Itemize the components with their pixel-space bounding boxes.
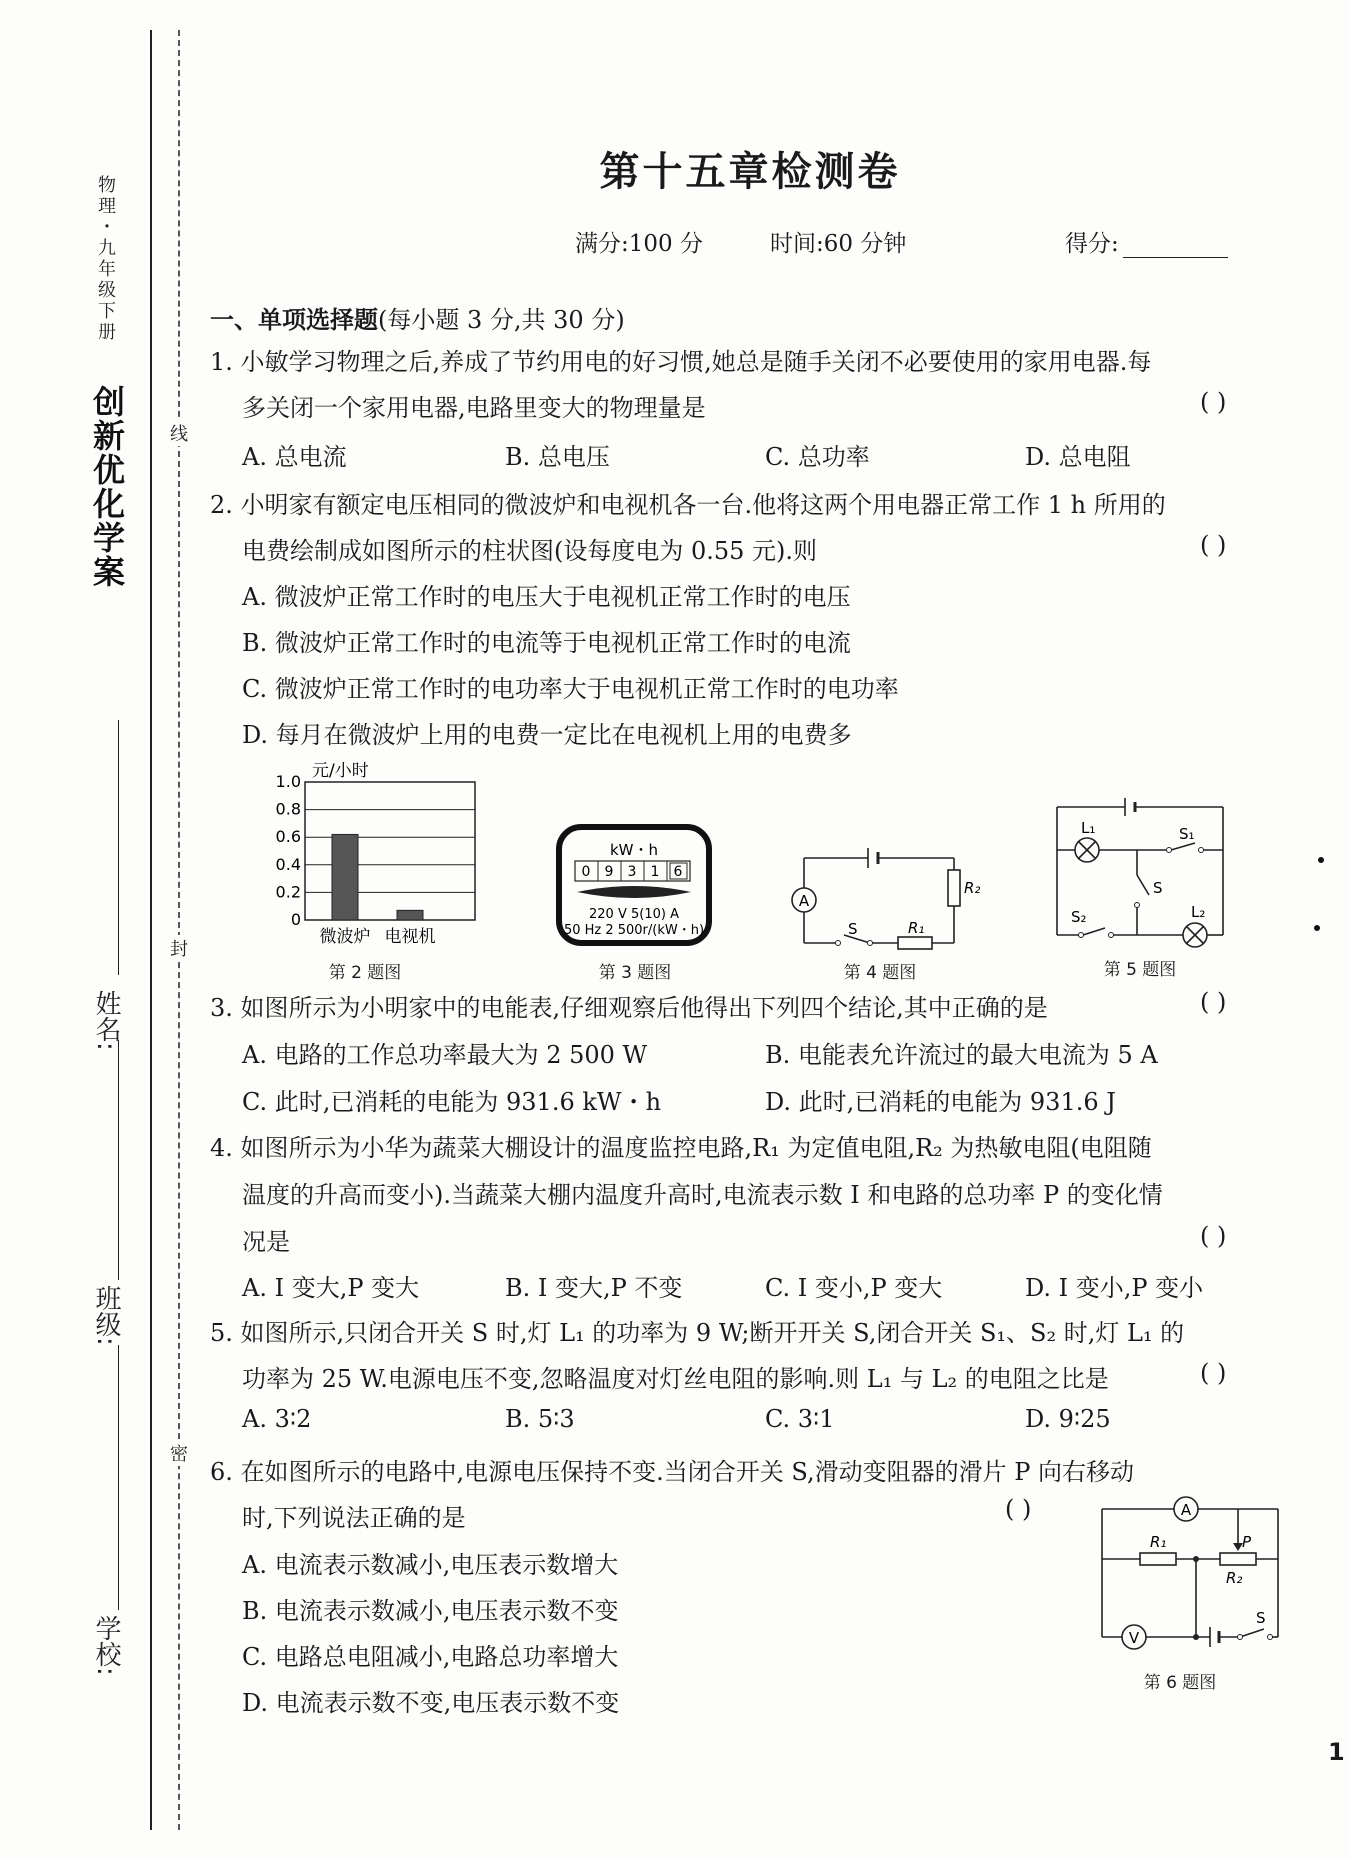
q1-option-a: A. 总电流 bbox=[242, 443, 347, 471]
fig3-caption: 第 3 题图 bbox=[598, 963, 672, 983]
q4-option-d: D. I 变小,P 变小 bbox=[1025, 1274, 1204, 1302]
chart-ytick-label: 1.0 bbox=[275, 772, 301, 791]
section-title: 一、单项选择题 bbox=[210, 306, 378, 334]
meter-digit-5: 6 bbox=[673, 864, 683, 880]
chart-categories bbox=[320, 927, 436, 947]
fig3-energy-meter bbox=[555, 823, 715, 947]
q5-line1: 5. 如图所示,只闭合开关 S 时,灯 L₁ 的功率为 9 W;断开开关 S,闭合开关 S₁、S₂ 时,灯 L₁ 的 bbox=[210, 1319, 1185, 1347]
q6-option-a: A. 电流表示数减小,电压表示数增大 bbox=[242, 1551, 619, 1579]
fig2-bar-chart bbox=[260, 760, 500, 950]
switch-s1 bbox=[1171, 843, 1195, 850]
q3-option-a: A. 电路的工作总功率最大为 2 500 W bbox=[242, 1041, 648, 1069]
chart-bar-1 bbox=[332, 834, 358, 920]
l2-label: L₂ bbox=[1191, 903, 1206, 921]
q4-line1: 4. 如图所示为小华为蔬菜大棚设计的温度监控电路,R₁ 为定值电阻,R₂ 为热敏电阻(电阻随 bbox=[210, 1134, 1152, 1162]
meter-digit-4: 1 bbox=[650, 864, 660, 880]
q5-answer-bracket[interactable]: ( ) bbox=[1200, 1359, 1227, 1387]
cut-mark-line: 线 bbox=[164, 420, 190, 446]
full-score: 满分:100 分 bbox=[575, 231, 703, 257]
chart-ytick-label: 0 bbox=[290, 910, 301, 929]
q1-line2: 多关闭一个家用电器,电路里变大的物理量是 bbox=[242, 394, 706, 422]
q2-option-a: A. 微波炉正常工作时的电压大于电视机正常工作时的电压 bbox=[242, 583, 851, 611]
ammeter-label: A bbox=[798, 892, 810, 910]
q1-option-b: B. 总电压 bbox=[505, 443, 610, 471]
cut-line bbox=[178, 30, 180, 1830]
fig6-circuit bbox=[1092, 1495, 1288, 1655]
chart-gridlines bbox=[305, 810, 475, 893]
s2-label: S₂ bbox=[1071, 908, 1087, 926]
chart-bars bbox=[332, 834, 423, 920]
q5-option-a: A. 3∶2 bbox=[242, 1405, 312, 1433]
book-subtitle: 物理・九年级下册 bbox=[95, 175, 116, 343]
q1-line1: 1. 小敏学习物理之后,养成了节约用电的好习惯,她总是随手关闭不必要使用的家用电器.每 bbox=[210, 348, 1152, 376]
switch-s bbox=[1240, 1629, 1264, 1637]
q6-line2: 时,下列说法正确的是 bbox=[242, 1504, 466, 1532]
meter-rating-2: 50 Hz 2 500r/(kW・h) bbox=[563, 923, 705, 938]
name-label: 姓名: bbox=[91, 990, 121, 1051]
q4-option-b: B. I 变大,P 不变 bbox=[505, 1274, 683, 1302]
s-label: S bbox=[1256, 1609, 1266, 1627]
q6-answer-bracket[interactable]: ( ) bbox=[1005, 1495, 1032, 1523]
q1-option-d: D. 总电阻 bbox=[1025, 443, 1131, 471]
resistor-r2 bbox=[948, 870, 960, 906]
page-title: 第十五章检测卷 bbox=[599, 148, 901, 195]
fig5-caption: 第 5 题图 bbox=[1103, 960, 1177, 980]
q6-line1: 6. 在如图所示的电路中,电源电压保持不变.当闭合开关 S,滑动变阻器的滑片 P 向右移动 bbox=[210, 1458, 1135, 1486]
meter-digit-2: 9 bbox=[604, 864, 614, 880]
chart-ylabel: 元/小时 bbox=[312, 761, 369, 781]
q4-line2: 温度的升高而变小).当蔬菜大棚内温度升高时,电流表示数 I 和电路的总功率 P 的变化情 bbox=[242, 1181, 1163, 1209]
q3-line1: 3. 如图所示为小明家中的电能表,仔细观察后他得出下列四个结论,其中正确的是 bbox=[210, 994, 1048, 1022]
q2-line2: 电费绘制成如图所示的柱状图(设每度电为 0.55 元).则 bbox=[242, 537, 818, 565]
q4-answer-bracket[interactable]: ( ) bbox=[1200, 1222, 1227, 1250]
margin-dot bbox=[1318, 857, 1324, 863]
meter-digits bbox=[575, 861, 690, 881]
section-note: (每小题 3 分,共 30 分) bbox=[378, 306, 625, 334]
q3-answer-bracket[interactable]: ( ) bbox=[1200, 988, 1227, 1016]
cut-mark-seal: 封 bbox=[164, 935, 190, 961]
meter-unit: kW・h bbox=[609, 841, 659, 859]
book-title: 创新优化学案 bbox=[88, 385, 126, 589]
rheostat-r2 bbox=[1220, 1553, 1256, 1565]
fig4-circuit bbox=[780, 840, 980, 955]
q5-option-d: D. 9∶25 bbox=[1025, 1405, 1111, 1433]
ammeter-label: A bbox=[1180, 1501, 1192, 1519]
switch-s2 bbox=[1083, 928, 1105, 935]
resistor-r1 bbox=[898, 937, 932, 949]
q2-option-d: D. 每月在微波炉上用的电费一定比在电视机上用的电费多 bbox=[242, 721, 852, 749]
school-label: 学校: bbox=[91, 1615, 121, 1676]
switch-s bbox=[1137, 875, 1149, 895]
class-label: 班级: bbox=[91, 1285, 121, 1346]
q3-option-b: B. 电能表允许流过的最大电流为 5 A bbox=[765, 1041, 1158, 1069]
cut-mark-secret: 密 bbox=[164, 1440, 190, 1466]
fig6-caption: 第 6 题图 bbox=[1143, 1673, 1217, 1693]
q2-answer-bracket[interactable]: ( ) bbox=[1200, 531, 1227, 559]
chart-bar-2 bbox=[397, 910, 423, 920]
r1-label: R₁ bbox=[1150, 1533, 1167, 1551]
fig5-circuit bbox=[1045, 795, 1235, 955]
s-label: S bbox=[1153, 879, 1163, 897]
meter-disc bbox=[577, 886, 691, 898]
chart-yticks bbox=[276, 772, 301, 929]
q2-line1: 2. 小明家有额定电压相同的微波炉和电视机各一台.他将这两个用电器正常工作 1 h 所用的 bbox=[210, 491, 1166, 519]
score-input-line[interactable] bbox=[1123, 233, 1228, 258]
l1-label: L₁ bbox=[1081, 819, 1096, 837]
q3-option-c: C. 此时,已消耗的电能为 931.6 kW・h bbox=[242, 1088, 662, 1116]
chart-ytick-label: 0.4 bbox=[275, 854, 301, 874]
r2-label: R₂ bbox=[1226, 1569, 1243, 1587]
q6-option-d: D. 电流表示数不变,电压表示数不变 bbox=[242, 1689, 620, 1717]
q4-option-c: C. I 变小,P 变大 bbox=[765, 1274, 943, 1302]
r1-label: R₁ bbox=[908, 919, 925, 937]
class-field-line[interactable] bbox=[118, 1040, 119, 1280]
q5-option-b: B. 5∶3 bbox=[505, 1405, 575, 1433]
resistor-r1 bbox=[1140, 1553, 1176, 1565]
binding-line bbox=[150, 30, 152, 1830]
q6-option-b: B. 电流表示数减小,电压表示数不变 bbox=[242, 1597, 619, 1625]
fig4-caption: 第 4 题图 bbox=[843, 963, 917, 983]
chart-category-label: 微波炉 bbox=[319, 927, 371, 947]
q2-option-c: C. 微波炉正常工作时的电功率大于电视机正常工作时的电功率 bbox=[242, 675, 899, 703]
section-heading bbox=[210, 300, 625, 335]
meter-rating-1: 220 V 5(10) A bbox=[589, 907, 679, 922]
q5-line2: 功率为 25 W.电源电压不变,忽略温度对灯丝电阻的影响.则 L₁ 与 L₂ 的电阻之比是 bbox=[242, 1365, 1109, 1393]
switch-label: S bbox=[848, 920, 858, 938]
q1-answer-bracket[interactable]: ( ) bbox=[1200, 388, 1227, 416]
chart-ytick-label: 0.8 bbox=[275, 799, 301, 819]
p-label: P bbox=[1242, 1533, 1252, 1551]
school-field-line[interactable] bbox=[118, 1345, 119, 1610]
voltmeter-label: V bbox=[1128, 1629, 1140, 1647]
q5-option-c: C. 3∶1 bbox=[765, 1405, 835, 1433]
page-number: 1 bbox=[1328, 1738, 1345, 1766]
s1-label: S₁ bbox=[1179, 825, 1195, 843]
chart-ytick-label: 0.2 bbox=[275, 882, 301, 902]
chart-ytick-label: 0.6 bbox=[275, 827, 301, 847]
binding-sidebar bbox=[0, 0, 190, 1859]
r2-label: R₂ bbox=[964, 879, 980, 897]
q4-line3: 况是 bbox=[242, 1228, 290, 1256]
exam-time: 时间:60 分钟 bbox=[770, 231, 907, 257]
name-field-line[interactable] bbox=[118, 720, 119, 975]
meter-digit-1: 0 bbox=[581, 864, 591, 880]
chart-frame bbox=[305, 782, 475, 920]
q1-option-c: C. 总功率 bbox=[765, 443, 870, 471]
fig2-caption: 第 2 题图 bbox=[328, 963, 402, 983]
meter-digit-3: 3 bbox=[627, 864, 637, 880]
margin-dot bbox=[1314, 925, 1320, 931]
score-label: 得分: bbox=[1065, 231, 1119, 257]
q6-option-c: C. 电路总电阻减小,电路总功率增大 bbox=[242, 1643, 619, 1671]
q3-option-d: D. 此时,已消耗的电能为 931.6 J bbox=[765, 1088, 1116, 1116]
q4-option-a: A. I 变大,P 变大 bbox=[242, 1274, 420, 1302]
chart-category-label: 电视机 bbox=[384, 927, 436, 947]
q2-option-b: B. 微波炉正常工作时的电流等于电视机正常工作时的电流 bbox=[242, 629, 851, 657]
score-field bbox=[1065, 225, 1228, 258]
